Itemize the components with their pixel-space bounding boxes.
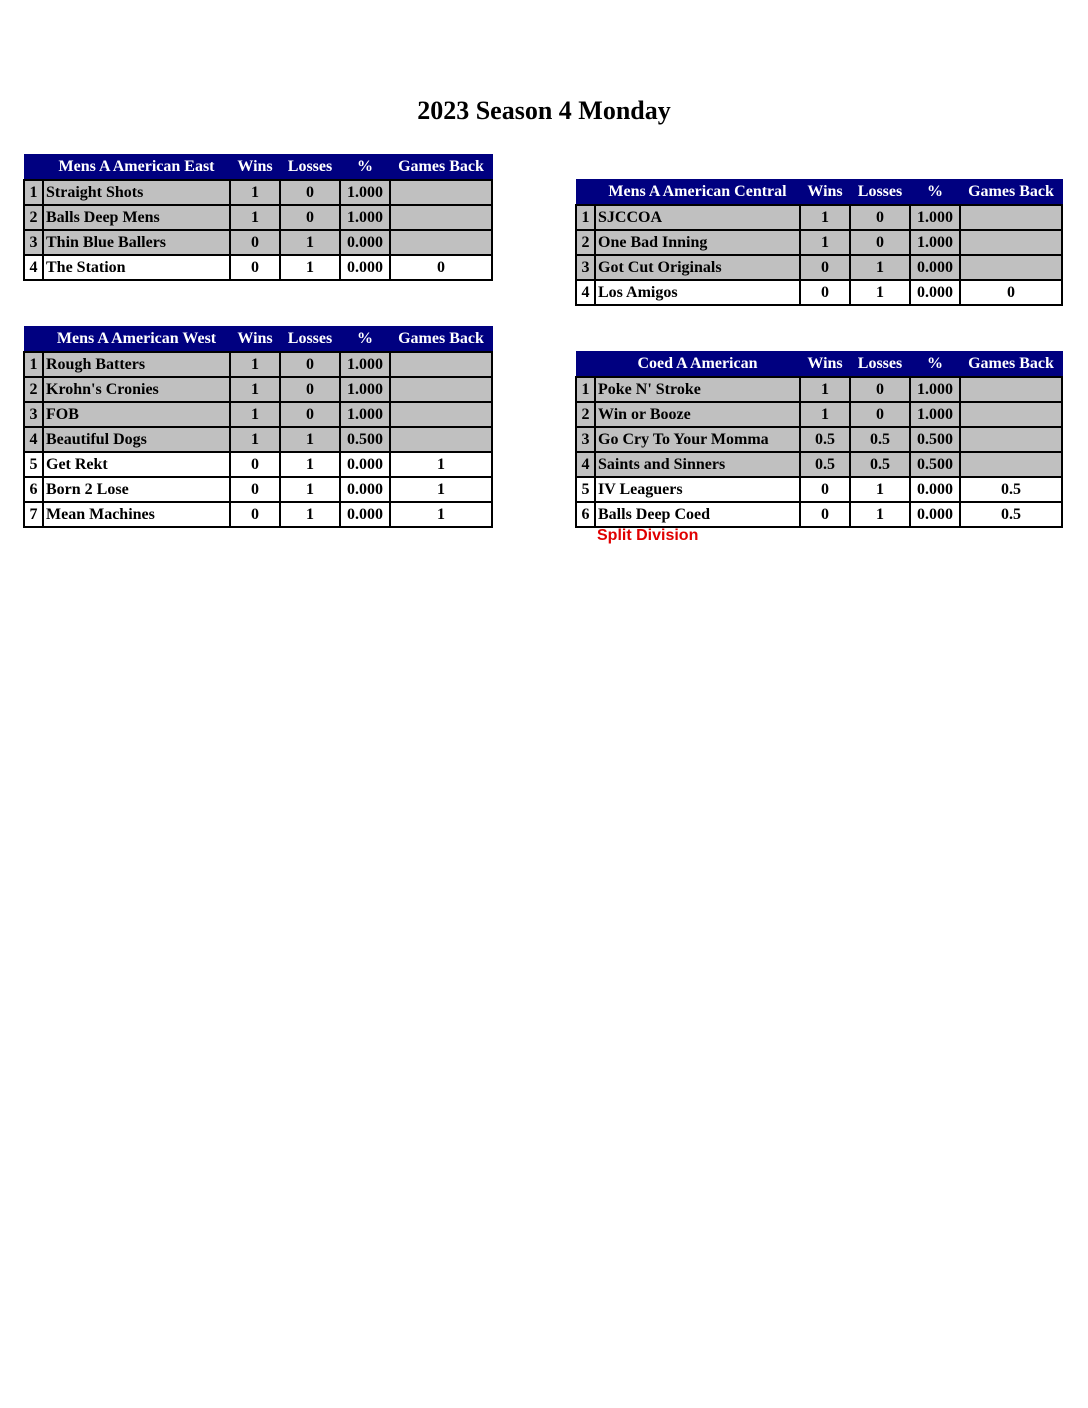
table-row [576, 205, 1062, 230]
pct-cell: 0.000 [910, 502, 960, 527]
team-name: Born 2 Lose [43, 477, 230, 502]
division-name: Coed A American [595, 352, 800, 378]
wins-cell: 0.5 [800, 427, 850, 452]
games-back-cell [960, 452, 1062, 477]
team-name: Thin Blue Ballers [43, 230, 230, 255]
standings-table-central [575, 179, 1063, 306]
rank-header [576, 352, 595, 378]
team-rank: 4 [24, 427, 43, 452]
team-name: Saints and Sinners [595, 452, 800, 477]
games-back-cell: 0 [390, 255, 492, 280]
table-header-row [576, 180, 1062, 206]
games-back-header: Games Back [390, 155, 492, 181]
wins-cell: 0 [800, 502, 850, 527]
games-back-cell: 1 [390, 452, 492, 477]
games-back-header: Games Back [960, 352, 1062, 378]
division-name: Mens A American West [43, 327, 230, 353]
team-name: Poke N' Stroke [595, 377, 800, 402]
pct-cell: 0.000 [910, 255, 960, 280]
games-back-cell [960, 402, 1062, 427]
games-back-cell [960, 255, 1062, 280]
table-header-row [576, 352, 1062, 378]
pct-cell: 1.000 [910, 402, 960, 427]
pct-cell: 1.000 [910, 230, 960, 255]
team-rank: 2 [24, 205, 43, 230]
table-row [24, 352, 492, 377]
team-name: FOB [43, 402, 230, 427]
games-back-cell: 1 [390, 477, 492, 502]
losses-cell: 1 [850, 502, 910, 527]
games-back-cell: 0 [960, 280, 1062, 305]
losses-cell: 0 [280, 352, 340, 377]
wins-cell: 1 [230, 402, 280, 427]
team-rank: 3 [24, 230, 43, 255]
pct-cell: 1.000 [910, 377, 960, 402]
wins-cell: 1 [230, 205, 280, 230]
rank-header [576, 180, 595, 206]
team-name: Mean Machines [43, 502, 230, 527]
pct-cell: 0.000 [340, 502, 390, 527]
wins-cell: 1 [800, 402, 850, 427]
page-title: 2023 Season 4 Monday [417, 96, 671, 125]
table-row [24, 452, 492, 477]
wins-cell: 0 [230, 255, 280, 280]
table-row [24, 230, 492, 255]
pct-cell: 1.000 [340, 205, 390, 230]
pct-cell: 0.000 [910, 477, 960, 502]
losses-header: Losses [280, 155, 340, 181]
team-name: One Bad Inning [595, 230, 800, 255]
team-name: Beautiful Dogs [43, 427, 230, 452]
wins-cell: 1 [230, 377, 280, 402]
games-back-cell: 1 [390, 502, 492, 527]
wins-cell: 0 [800, 280, 850, 305]
losses-cell: 1 [280, 452, 340, 477]
games-back-cell [390, 427, 492, 452]
table-header-row [24, 155, 492, 181]
team-name: Rough Batters [43, 352, 230, 377]
losses-cell: 1 [850, 477, 910, 502]
team-name: Straight Shots [43, 180, 230, 205]
division-name: Mens A American Central [595, 180, 800, 206]
split-division-note: Split Division [597, 527, 699, 544]
losses-cell: 1 [850, 255, 910, 280]
division-name: Mens A American East [43, 155, 230, 181]
team-name: Win or Booze [595, 402, 800, 427]
team-name: Got Cut Originals [595, 255, 800, 280]
wins-cell: 0 [230, 452, 280, 477]
table-row [24, 502, 492, 527]
wins-cell: 1 [230, 180, 280, 205]
pct-cell: 1.000 [340, 180, 390, 205]
team-rank: 4 [576, 280, 595, 305]
wins-cell: 0 [230, 477, 280, 502]
games-back-cell [390, 352, 492, 377]
losses-cell: 0 [850, 402, 910, 427]
losses-cell: 0.5 [850, 427, 910, 452]
wins-cell: 0.5 [800, 452, 850, 477]
team-rank: 1 [576, 205, 595, 230]
pct-cell: 0.000 [340, 255, 390, 280]
games-back-cell [960, 230, 1062, 255]
games-back-cell: 0.5 [960, 502, 1062, 527]
team-rank: 2 [576, 230, 595, 255]
games-back-cell [390, 377, 492, 402]
wins-cell: 1 [800, 230, 850, 255]
pct-cell: 1.000 [340, 377, 390, 402]
losses-cell: 0.5 [850, 452, 910, 477]
games-back-cell [390, 180, 492, 205]
team-rank: 2 [24, 377, 43, 402]
team-rank: 3 [24, 402, 43, 427]
losses-cell: 0 [850, 377, 910, 402]
pct-header: % [340, 327, 390, 353]
losses-cell: 1 [280, 477, 340, 502]
table-row [576, 280, 1062, 305]
team-rank: 6 [24, 477, 43, 502]
team-name: Get Rekt [43, 452, 230, 477]
pct-cell: 0.000 [340, 477, 390, 502]
team-rank: 4 [576, 452, 595, 477]
table-row [576, 477, 1062, 502]
rank-header [24, 327, 43, 353]
team-name: SJCCOA [595, 205, 800, 230]
table-row [576, 377, 1062, 402]
pct-header: % [910, 180, 960, 206]
table-row [576, 230, 1062, 255]
losses-cell: 1 [850, 280, 910, 305]
team-name: Balls Deep Coed [595, 502, 800, 527]
games-back-header: Games Back [960, 180, 1062, 206]
team-name: Los Amigos [595, 280, 800, 305]
wins-cell: 0 [230, 230, 280, 255]
games-back-cell [960, 377, 1062, 402]
table-row [576, 452, 1062, 477]
team-rank: 3 [576, 255, 595, 280]
pct-cell: 0.500 [910, 452, 960, 477]
games-back-header: Games Back [390, 327, 492, 353]
team-name: Go Cry To Your Momma [595, 427, 800, 452]
table-row [24, 402, 492, 427]
team-rank: 3 [576, 427, 595, 452]
team-rank: 1 [576, 377, 595, 402]
losses-cell: 0 [850, 205, 910, 230]
games-back-cell [390, 205, 492, 230]
team-rank: 5 [24, 452, 43, 477]
wins-cell: 1 [800, 205, 850, 230]
losses-cell: 0 [280, 402, 340, 427]
losses-cell: 0 [850, 230, 910, 255]
standings-table-coed [575, 351, 1063, 528]
pct-cell: 1.000 [910, 205, 960, 230]
pct-cell: 0.500 [910, 427, 960, 452]
losses-header: Losses [850, 180, 910, 206]
team-rank: 5 [576, 477, 595, 502]
wins-header: Wins [230, 327, 280, 353]
losses-header: Losses [280, 327, 340, 353]
wins-cell: 1 [800, 377, 850, 402]
losses-cell: 1 [280, 230, 340, 255]
team-name: IV Leaguers [595, 477, 800, 502]
losses-cell: 0 [280, 205, 340, 230]
wins-header: Wins [800, 352, 850, 378]
pct-cell: 0.500 [340, 427, 390, 452]
wins-header: Wins [800, 180, 850, 206]
losses-cell: 1 [280, 255, 340, 280]
table-row [24, 377, 492, 402]
pct-cell: 1.000 [340, 352, 390, 377]
team-name: Krohn's Cronies [43, 377, 230, 402]
pct-cell: 0.000 [340, 452, 390, 477]
losses-header: Losses [850, 352, 910, 378]
table-row [24, 477, 492, 502]
table-row [576, 427, 1062, 452]
pct-header: % [340, 155, 390, 181]
rank-header [24, 155, 43, 181]
losses-cell: 1 [280, 502, 340, 527]
team-rank: 4 [24, 255, 43, 280]
wins-cell: 1 [230, 352, 280, 377]
table-row [24, 427, 492, 452]
games-back-cell [390, 230, 492, 255]
pct-cell: 1.000 [340, 402, 390, 427]
team-rank: 6 [576, 502, 595, 527]
team-rank: 1 [24, 352, 43, 377]
team-rank: 2 [576, 402, 595, 427]
wins-cell: 0 [800, 477, 850, 502]
table-row [24, 255, 492, 280]
team-rank: 1 [24, 180, 43, 205]
pct-cell: 0.000 [910, 280, 960, 305]
losses-cell: 1 [280, 427, 340, 452]
standings-table-east [23, 154, 493, 281]
table-row [576, 402, 1062, 427]
table-header-row [24, 327, 492, 353]
losses-cell: 0 [280, 377, 340, 402]
table-row [24, 180, 492, 205]
team-name: Balls Deep Mens [43, 205, 230, 230]
games-back-cell [960, 205, 1062, 230]
games-back-cell: 0.5 [960, 477, 1062, 502]
table-row [576, 255, 1062, 280]
table-row [576, 502, 1062, 527]
team-name: The Station [43, 255, 230, 280]
wins-cell: 1 [230, 427, 280, 452]
games-back-cell [390, 402, 492, 427]
standings-table-west [23, 326, 493, 528]
wins-cell: 0 [800, 255, 850, 280]
table-row [24, 205, 492, 230]
games-back-cell [960, 427, 1062, 452]
wins-header: Wins [230, 155, 280, 181]
losses-cell: 0 [280, 180, 340, 205]
pct-cell: 0.000 [340, 230, 390, 255]
pct-header: % [910, 352, 960, 378]
wins-cell: 0 [230, 502, 280, 527]
team-rank: 7 [24, 502, 43, 527]
